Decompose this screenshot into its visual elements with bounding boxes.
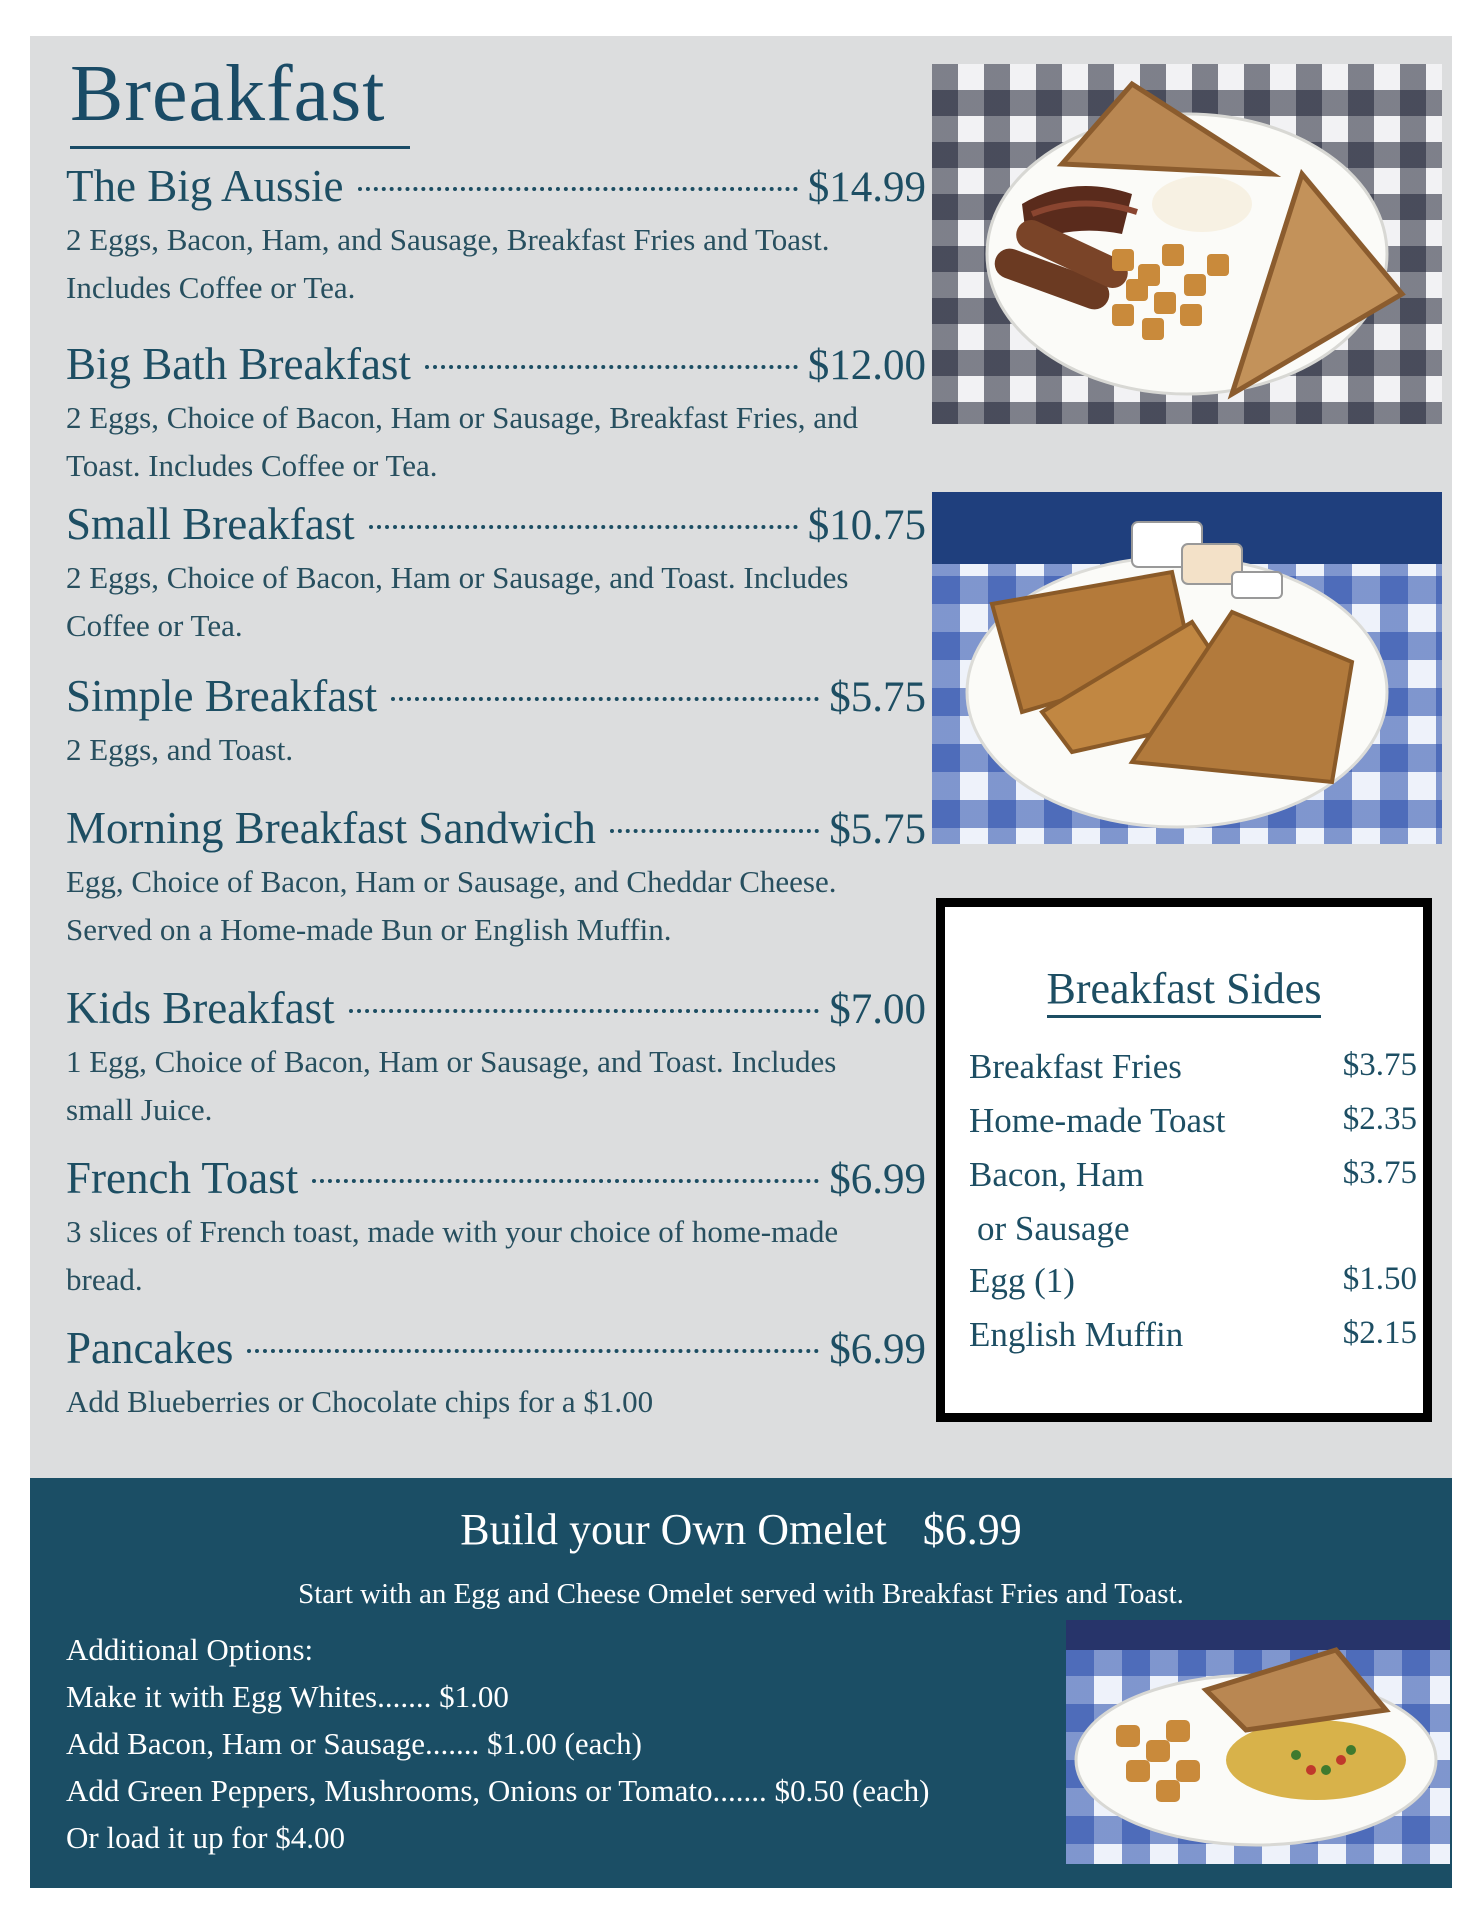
- omelet-section: [30, 1478, 1452, 1888]
- options-heading: Additional Options:: [66, 1632, 314, 1667]
- omelet-photo: [1066, 1620, 1450, 1864]
- item-description: 1 Egg, Choice of Bacon, Ham or Sausage, and Toast. Includes small Juice.: [66, 1044, 837, 1127]
- side-price: $3.75: [1342, 1047, 1417, 1083]
- french-toast-plate-image: [932, 492, 1442, 844]
- menu-item: [66, 982, 926, 1134]
- item-price: $5.75: [829, 806, 926, 853]
- item-description: 2 Eggs, and Toast.: [66, 732, 294, 767]
- item-name: Morning Breakfast Sandwich: [66, 803, 596, 853]
- side-name: Egg (1): [969, 1261, 1075, 1300]
- side-price: $2.35: [1342, 1101, 1417, 1137]
- omelet-title: Build your Own Omelet: [460, 1505, 887, 1554]
- item-description: Egg, Choice of Bacon, Ham or Sausage, and Cheddar Cheese. Served on a Home-made Bun or English Muffin.: [66, 864, 837, 947]
- dot-leader: [391, 697, 819, 701]
- dot-leader: [358, 187, 798, 191]
- menu-item: [66, 498, 926, 650]
- item-price: $7.00: [829, 986, 926, 1033]
- side-name: or Sausage: [977, 1209, 1130, 1248]
- side-item-continuation: [977, 1209, 1417, 1249]
- side-name: Breakfast Fries: [969, 1047, 1182, 1086]
- item-price: $10.75: [807, 502, 926, 549]
- big-breakfast-plate-image: [932, 64, 1442, 424]
- item-description: 2 Eggs, Choice of Bacon, Ham or Sausage, Breakfast Fries, and Toast. Includes Coffee or Tea.: [66, 400, 859, 483]
- omelet-options: [66, 1626, 929, 1861]
- dot-leader: [349, 1009, 820, 1013]
- dot-leader: [610, 829, 819, 833]
- item-name: Small Breakfast: [66, 499, 355, 549]
- option-line: Make it with Egg Whites....... $1.00: [66, 1679, 509, 1714]
- dot-leader: [369, 525, 798, 529]
- menu-item: [66, 338, 926, 490]
- item-name: French Toast: [66, 1153, 299, 1203]
- menu-item: [66, 670, 926, 774]
- item-price: $12.00: [807, 342, 926, 389]
- omelet-subtitle: Start with an Egg and Cheese Omelet served with Breakfast Fries and Toast.: [298, 1578, 1184, 1610]
- french-toast-photo: [932, 492, 1442, 844]
- side-name: Bacon, Ham: [969, 1155, 1144, 1194]
- option-line: Add Green Peppers, Mushrooms, Onions or Tomato....... $0.50 (each): [66, 1773, 930, 1808]
- sides-title: Breakfast Sides: [1047, 964, 1322, 1018]
- item-description: 2 Eggs, Bacon, Ham, and Sausage, Breakfast Fries and Toast. Includes Coffee or Tea.: [66, 222, 830, 305]
- item-name: The Big Aussie: [66, 161, 344, 211]
- menu-title: Breakfast: [70, 54, 410, 149]
- side-name: English Muffin: [969, 1315, 1184, 1354]
- item-name: Pancakes: [66, 1323, 234, 1373]
- side-item: [969, 1047, 1417, 1087]
- item-price: $6.99: [829, 1326, 926, 1373]
- side-item: [969, 1101, 1417, 1141]
- dot-leader: [312, 1179, 819, 1183]
- menu-item: [66, 802, 926, 954]
- side-item: [969, 1315, 1417, 1355]
- menu-item: [66, 160, 926, 312]
- menu-sheet: [30, 36, 1452, 1478]
- item-description: 2 Eggs, Choice of Bacon, Ham or Sausage, and Toast. Includes Coffee or Tea.: [66, 560, 849, 643]
- side-item: [969, 1261, 1417, 1301]
- omelet-price: $6.99: [922, 1505, 1022, 1554]
- side-name: Home-made Toast: [969, 1101, 1226, 1140]
- option-line: Add Bacon, Ham or Sausage....... $1.00 (each): [66, 1726, 642, 1761]
- option-line: Or load it up for $4.00: [66, 1820, 345, 1855]
- menu-item: [66, 1152, 926, 1304]
- item-name: Kids Breakfast: [66, 983, 335, 1033]
- dot-leader: [425, 365, 798, 369]
- breakfast-sides-box: [936, 898, 1432, 1422]
- item-price: $6.99: [829, 1156, 926, 1203]
- side-price: $1.50: [1342, 1261, 1417, 1297]
- menu-item: [66, 1322, 926, 1426]
- item-price: $14.99: [807, 164, 926, 211]
- side-price: $2.15: [1342, 1315, 1417, 1351]
- item-description: Add Blueberries or Chocolate chips for a $1.00: [66, 1384, 654, 1419]
- item-name: Simple Breakfast: [66, 671, 378, 721]
- item-price: $5.75: [829, 674, 926, 721]
- dot-leader: [247, 1349, 819, 1353]
- big-breakfast-photo: [932, 64, 1442, 424]
- item-name: Big Bath Breakfast: [66, 339, 411, 389]
- side-price: $3.75: [1342, 1155, 1417, 1191]
- item-description: 3 slices of French toast, made with your choice of home-made bread.: [66, 1214, 839, 1297]
- omelet-plate-image: [1066, 1620, 1450, 1864]
- side-item: [969, 1155, 1417, 1195]
